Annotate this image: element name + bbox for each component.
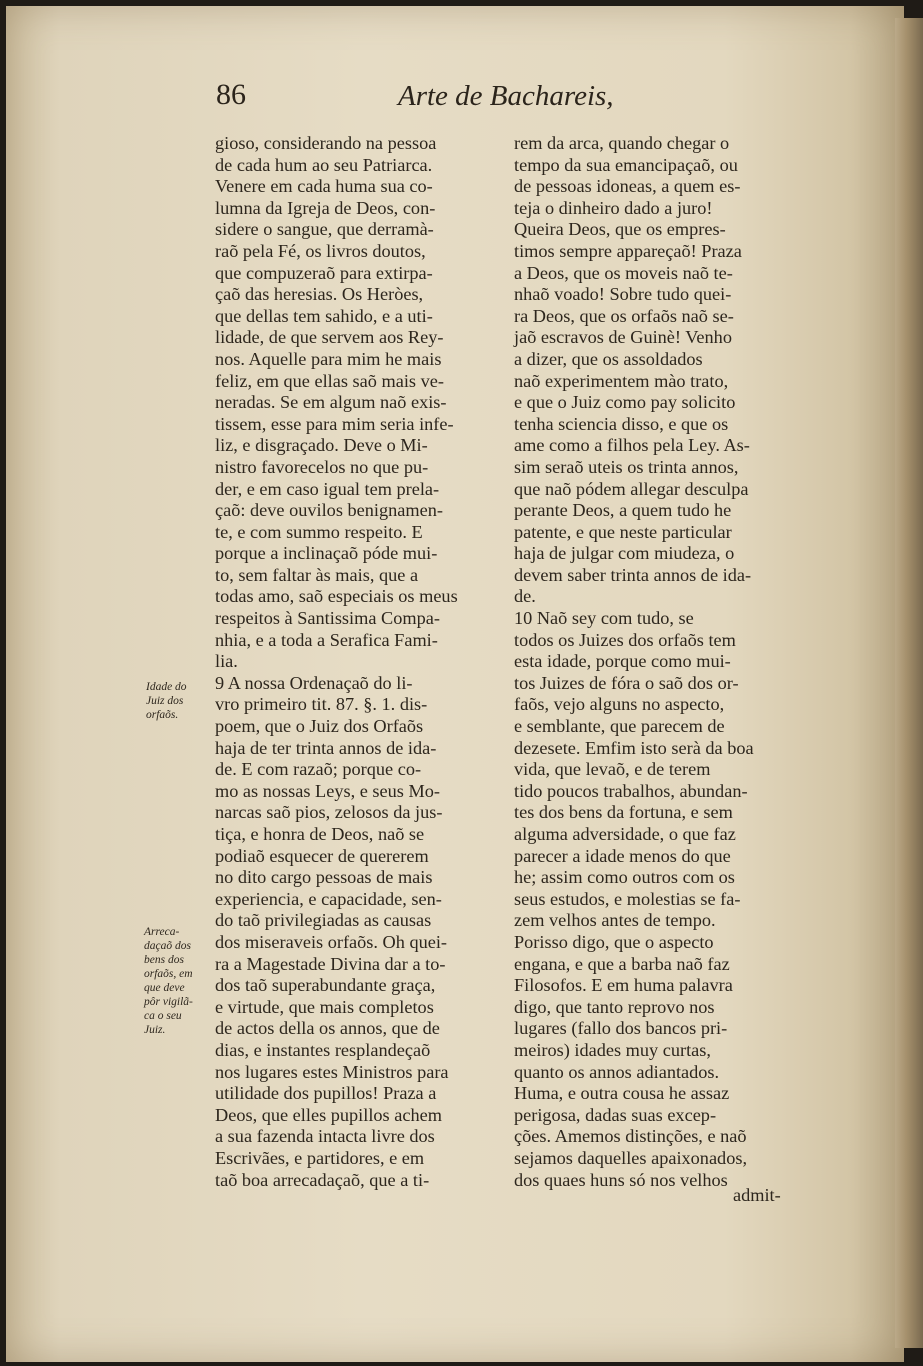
margin-note-line: orfaõs. xyxy=(146,709,179,721)
text-line: 9 A nossa Ordenaçaõ do li- xyxy=(215,672,413,693)
text-line: haja de ter trinta annos de ida- xyxy=(215,737,437,758)
text-line: engana, e que a barba naõ faz xyxy=(514,953,730,974)
text-line: tempo da sua emancipaçaõ, ou xyxy=(514,154,738,175)
text-line: lidade, de que servem aos Rey- xyxy=(215,327,444,348)
margin-note-line: bens dos xyxy=(144,954,184,966)
text-line: narcas saõ pios, zelosos da jus- xyxy=(215,802,443,823)
text-line: tiça, e honra de Deos, naõ se xyxy=(215,824,425,844)
text-line: vida, que levaõ, e de terem xyxy=(514,759,711,780)
text-line: experiencia, e capacidade, sen- xyxy=(215,888,442,909)
text-line: dias, e instantes resplandeçaõ xyxy=(215,1039,431,1060)
margin-note-line: que deve xyxy=(144,982,185,994)
text-line: der, e em caso igual tem prela- xyxy=(215,478,440,499)
text-line: feliz, em que ellas saõ mais ve- xyxy=(215,370,444,391)
text-line: quanto os annos adiantados. xyxy=(514,1061,720,1082)
page-header xyxy=(0,78,923,126)
text-line: a dizer, que os assoldados xyxy=(514,348,703,369)
text-line: taõ boa arrecadaçaõ, que a ti- xyxy=(215,1169,430,1190)
text-line: Filosofos. E em huma palavra xyxy=(514,975,733,996)
text-line: a Deos, que os moveis naõ te- xyxy=(514,262,733,283)
text-line: timos sempre appareçaõ! Praza xyxy=(514,240,742,261)
text-line: do taõ privilegiadas as causas xyxy=(215,910,432,931)
left-text-column xyxy=(215,133,497,1191)
text-line: çaõ: deve ouvilos benignamen- xyxy=(215,500,443,521)
text-line: tes dos bens da fortuna, e sem xyxy=(514,802,733,823)
text-line: e semblante, que parecem de xyxy=(514,716,725,737)
text-line: que compuzeraõ para extirpa- xyxy=(215,262,433,283)
text-line: perigosa, dadas suas excep- xyxy=(514,1104,717,1125)
text-line: e virtude, que mais completos xyxy=(215,996,434,1017)
text-line: de. xyxy=(514,586,536,607)
margin-note-line: Juiz. xyxy=(144,1024,166,1036)
text-line: lugares (fallo dos bancos pri- xyxy=(514,1018,728,1039)
text-line: poem, que o Juiz dos Orfaõs xyxy=(215,716,424,737)
margin-note-line: ca o seu xyxy=(144,1010,182,1022)
text-line: seus estudos, e molestias se fa- xyxy=(514,888,741,909)
text-line: he; assim como outros com os xyxy=(514,867,735,888)
text-line: ra a Magestade Divina dar a to- xyxy=(215,953,446,974)
text-line: sim seraõ uteis os trinta annos, xyxy=(514,456,739,477)
text-line: dos taõ superabundante graça, xyxy=(215,975,436,996)
text-line: utilidade dos pupillos! Praza a xyxy=(215,1083,437,1104)
text-line: meiros) idades muy curtas, xyxy=(514,1039,711,1060)
text-line: nhaõ voado! Sobre tudo quei- xyxy=(514,284,732,305)
margin-note-line: orfaõs, em xyxy=(144,968,193,980)
text-line: teja o dinheiro dado a juro! xyxy=(514,197,713,218)
text-line: nos lugares estes Ministros para xyxy=(215,1061,449,1082)
text-line: porque a inclinaçaõ póde mui- xyxy=(215,543,438,564)
text-line: e que o Juiz como pay solicito xyxy=(514,392,736,413)
text-line: nhia, e a toda a Serafica Fami- xyxy=(215,629,438,650)
text-line: çaõ das heresias. Os Heròes, xyxy=(215,284,424,305)
text-line: todos os Juizes dos orfaõs tem xyxy=(514,629,736,650)
text-line: mo as nossas Leys, e seus Mo- xyxy=(215,780,440,801)
text-line: ame como a filhos pela Ley. As- xyxy=(514,435,750,456)
text-line: que dellas tem sahido, e a uti- xyxy=(215,305,433,326)
margin-note-line: Arreca- xyxy=(144,926,180,938)
text-line: Deos, que elles pupillos achem xyxy=(215,1104,442,1125)
text-line: ções. Amemos distinções, e naõ xyxy=(514,1126,747,1147)
catchword: admit- xyxy=(733,1185,781,1205)
text-line: te, e com summo respeito. E xyxy=(215,521,423,542)
margin-note-line: Juiz dos xyxy=(146,695,184,707)
text-line: naõ experimentem mào trato, xyxy=(514,370,729,391)
text-line: gioso, considerando na pessoa xyxy=(215,133,437,153)
text-line: tos Juizes de fóra o saõ dos or- xyxy=(514,672,739,693)
text-line: que naõ pódem allegar desculpa xyxy=(514,478,749,499)
text-line: de cada hum ao seu Patriarca. xyxy=(215,154,433,175)
text-line: respeitos à Santissima Compa- xyxy=(215,608,440,629)
text-line: lumna da Igreja de Deos, con- xyxy=(215,197,436,218)
text-line: liz, e disgraçado. Deve o Mi- xyxy=(215,435,428,456)
text-line: to, sem faltar às mais, que a xyxy=(215,564,419,585)
margin-note-arrecadacao xyxy=(144,925,193,1037)
text-line: raõ pela Fé, os livros doutos, xyxy=(215,240,426,261)
text-line: tissem, esse para mim seria infe- xyxy=(215,413,454,434)
text-line: lia. xyxy=(215,651,238,672)
text-line: 10 Naõ sey com tudo, se xyxy=(514,608,694,629)
text-line: Escrivães, e partidores, e em xyxy=(215,1147,425,1168)
text-line: faõs, vejo alguns no aspecto, xyxy=(514,694,725,715)
text-line: ra Deos, que os orfaõs naõ se- xyxy=(514,305,734,326)
text-line: nos. Aquelle para mim he mais xyxy=(215,348,442,369)
text-line: podiaõ esquecer de quererem xyxy=(215,845,429,866)
text-line: Queira Deos, que os empres- xyxy=(514,219,726,240)
text-line: tido poucos trabalhos, abundan- xyxy=(514,780,748,801)
text-line: de pessoas idoneas, a quem es- xyxy=(514,176,741,197)
margin-note-line: Idade do xyxy=(146,681,187,693)
text-line: dos miseraveis orfaõs. Oh quei- xyxy=(215,931,448,952)
text-line: Huma, e outra cousa he assaz xyxy=(514,1083,730,1104)
margin-note-line: daçaõ dos xyxy=(144,940,191,952)
text-line: a sua fazenda intacta livre dos xyxy=(215,1126,435,1147)
text-line: haja de julgar com miudeza, o xyxy=(514,543,735,564)
text-line: no dito cargo pessoas de mais xyxy=(215,867,433,888)
text-line: jaõ escravos de Guinè! Venho xyxy=(514,327,732,348)
page-number: 86 xyxy=(216,78,246,111)
text-line: neradas. Se em algum naõ exis- xyxy=(215,392,447,413)
text-line: alguma adversidade, o que faz xyxy=(514,824,736,844)
text-line: perante Deos, a quem tudo he xyxy=(514,500,732,521)
text-line: todas amo, saõ especiais os meus xyxy=(215,586,458,607)
page-edge xyxy=(895,18,923,1348)
text-line: Porisso digo, que o aspecto xyxy=(514,931,714,952)
text-line: parecer a idade menos do que xyxy=(514,845,731,866)
text-line: zem velhos antes de tempo. xyxy=(514,910,716,931)
text-line: esta idade, porque como mui- xyxy=(514,651,731,672)
text-line: sidere o sangue, que derramà- xyxy=(215,219,434,240)
text-line: nistro favorecelos no que pu- xyxy=(215,456,429,477)
text-line: digo, que tanto reprovo nos xyxy=(514,996,715,1017)
text-line: patente, e que neste particular xyxy=(514,521,732,542)
text-line: rem da arca, quando chegar o xyxy=(514,133,730,153)
margin-note-line: pôr vigilã- xyxy=(144,996,193,1008)
text-line: vro primeiro tit. 87. §. 1. dis- xyxy=(215,694,428,715)
text-line: dezesete. Emfim isto serà da boa xyxy=(514,737,754,758)
text-line: tenha sciencia disso, e que os xyxy=(514,413,729,434)
text-line: sejamos daquelles apaixonados, xyxy=(514,1147,748,1168)
text-line: dos quaes huns só nos velhos xyxy=(514,1169,728,1190)
margin-note-juiz-idade xyxy=(146,680,187,722)
text-line: de. E com razaõ; porque co- xyxy=(215,759,422,780)
text-line: de actos della os annos, que de xyxy=(215,1018,440,1039)
text-line: Venere em cada huma sua co- xyxy=(215,176,433,197)
running-head: Arte de Bachareis, xyxy=(398,80,614,112)
text-line: devem saber trinta annos de ida- xyxy=(514,564,752,585)
right-text-column xyxy=(514,133,799,1191)
